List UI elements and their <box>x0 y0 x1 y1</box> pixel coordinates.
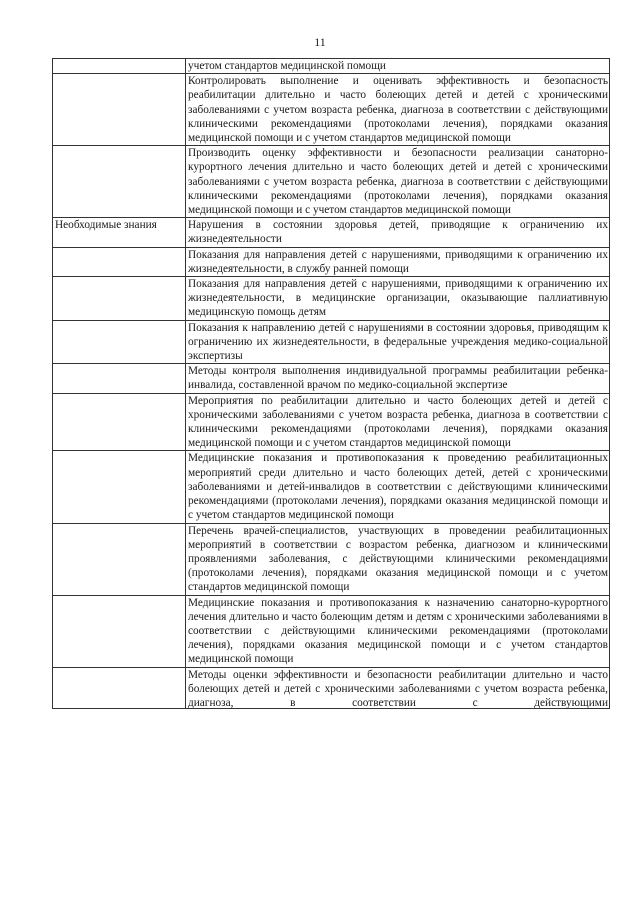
table-row <box>53 59 610 74</box>
requirement-text: Мероприятия по реабилитации длительно и часто болеющих детей и детей с хроническими заболеваниями с учетом возраста ребенка, диагноза в соответствии с клиническими рекомендациями (протоколами лечения), порядками оказания медицинской помощи и с учетом стандартов медицинской помощи <box>188 394 608 450</box>
requirement-cell <box>186 320 610 364</box>
table-row <box>53 247 610 276</box>
row-label <box>53 451 186 523</box>
row-label <box>53 247 186 276</box>
page-number: 11 <box>314 35 326 49</box>
requirement-cell <box>186 451 610 523</box>
table-row <box>53 277 610 321</box>
row-label <box>53 393 186 451</box>
table-row <box>53 523 610 595</box>
table-row <box>53 595 610 667</box>
row-label <box>53 523 186 595</box>
requirement-text: учетом стандартов медицинской помощи <box>188 60 386 72</box>
requirement-text: Производить оценку эффективности и безопасности реализации санаторно-курортного лечения длительно и часто болеющих детей и детей с хроническими заболеваниями с учетом возраста ребенка, диагноза в соответствии с действующими клиническими рекомендациями (протоколами лечения), порядками оказания медицинской помощи и с учетом стандартов медицинской помощи <box>188 147 608 217</box>
requirement-cell <box>186 393 610 451</box>
requirement-text: Методы контроля выполнения индивидуальной программы реабилитации ребенка-инвалида, составленной врачом по медико-социальной экспертизе <box>188 365 608 392</box>
table-row <box>53 146 610 218</box>
section-label-required-knowledge: Необходимые знания <box>53 218 186 247</box>
requirement-cell <box>186 667 610 708</box>
requirement-cell <box>186 59 610 74</box>
table-row <box>53 320 610 364</box>
requirement-cell <box>186 247 610 276</box>
requirement-text: Перечень врачей-специалистов, участвующих в проведении реабилитационных мероприятий в соответствии с возрастом ребенка, диагнозом и клиническими проявлениями заболевания, с действующими клиническими рекомендациями (протоколами лечения), порядками оказания медицинской помощи и с учетом стандартов медицинской помощи <box>188 524 608 594</box>
row-label <box>53 59 186 74</box>
requirement-text: Контролировать выполнение и оценивать эффективность и безопасность реабилитации длительно и часто болеющих детей и детей с хроническими заболеваниями с учетом возраста ребенка, диагноза в соответствии с действующими клиническими рекомендациями (протоколами лечения), порядками оказания медицинской помощи и с учетом стандартов медицинской помощи <box>188 75 608 145</box>
row-label <box>53 277 186 321</box>
row-label <box>53 667 186 708</box>
table-row <box>53 393 610 451</box>
requirement-text: Медицинские показания и противопоказания к назначению санаторно-курортного лечения длительно и часто болеющим детям и детям с хроническими заболеваниями в соответствии с действующими клиническими рекомендациями (протоколами лечения), порядками оказания медицинской помощи и с учетом стандартов медицинской помощи <box>188 596 608 666</box>
requirement-cell <box>186 523 610 595</box>
requirement-cell <box>186 74 610 146</box>
row-label <box>53 595 186 667</box>
requirement-text: Методы оценки эффективности и безопасности реабилитации длительно и часто болеющих детей и детей с хроническими заболеваниями с учетом возраста ребенка, диагноза, в соответствии с действующими <box>188 668 608 708</box>
requirement-cell <box>186 595 610 667</box>
row-label <box>53 320 186 364</box>
table-row <box>53 74 610 146</box>
requirement-cell <box>186 277 610 321</box>
table-row <box>53 218 610 247</box>
row-label <box>53 74 186 146</box>
requirement-text: Показания для направления детей с нарушениями, приводящими к ограничению их жизнедеятельности, в службу ранней помощи <box>188 248 608 275</box>
requirement-text: Нарушения в состоянии здоровья детей, приводящие к ограничению их жизнедеятельности <box>188 219 608 246</box>
requirement-text: Медицинские показания и противопоказания к проведению реабилитационных мероприятий среди длительно и часто болеющих детей, детей с хроническими заболеваниями и детей-инвалидов в соответствии с действующими клиническими рекомендациями (протоколами лечения), порядками оказания медицинской помощи и с учетом стандартов медицинской помощи <box>188 452 608 522</box>
table-row <box>53 667 610 708</box>
requirement-cell <box>186 218 610 247</box>
requirement-text: Показания для направления детей с нарушениями, приводящими к ограничению их жизнедеятельности, в медицинские организации, оказывающие паллиативную медицинскую помощь детям <box>188 278 608 319</box>
requirement-text: Показания к направлению детей с нарушениями в состоянии здоровья, приводящим к ограничению их жизнедеятельности, в федеральные учреждения медико-социальной экспертизы <box>188 321 608 363</box>
table-row <box>53 451 610 523</box>
requirement-cell <box>186 146 610 218</box>
table-row <box>53 364 610 393</box>
row-label <box>53 146 186 218</box>
competency-table <box>52 58 610 709</box>
requirement-cell <box>186 364 610 393</box>
row-label <box>53 364 186 393</box>
